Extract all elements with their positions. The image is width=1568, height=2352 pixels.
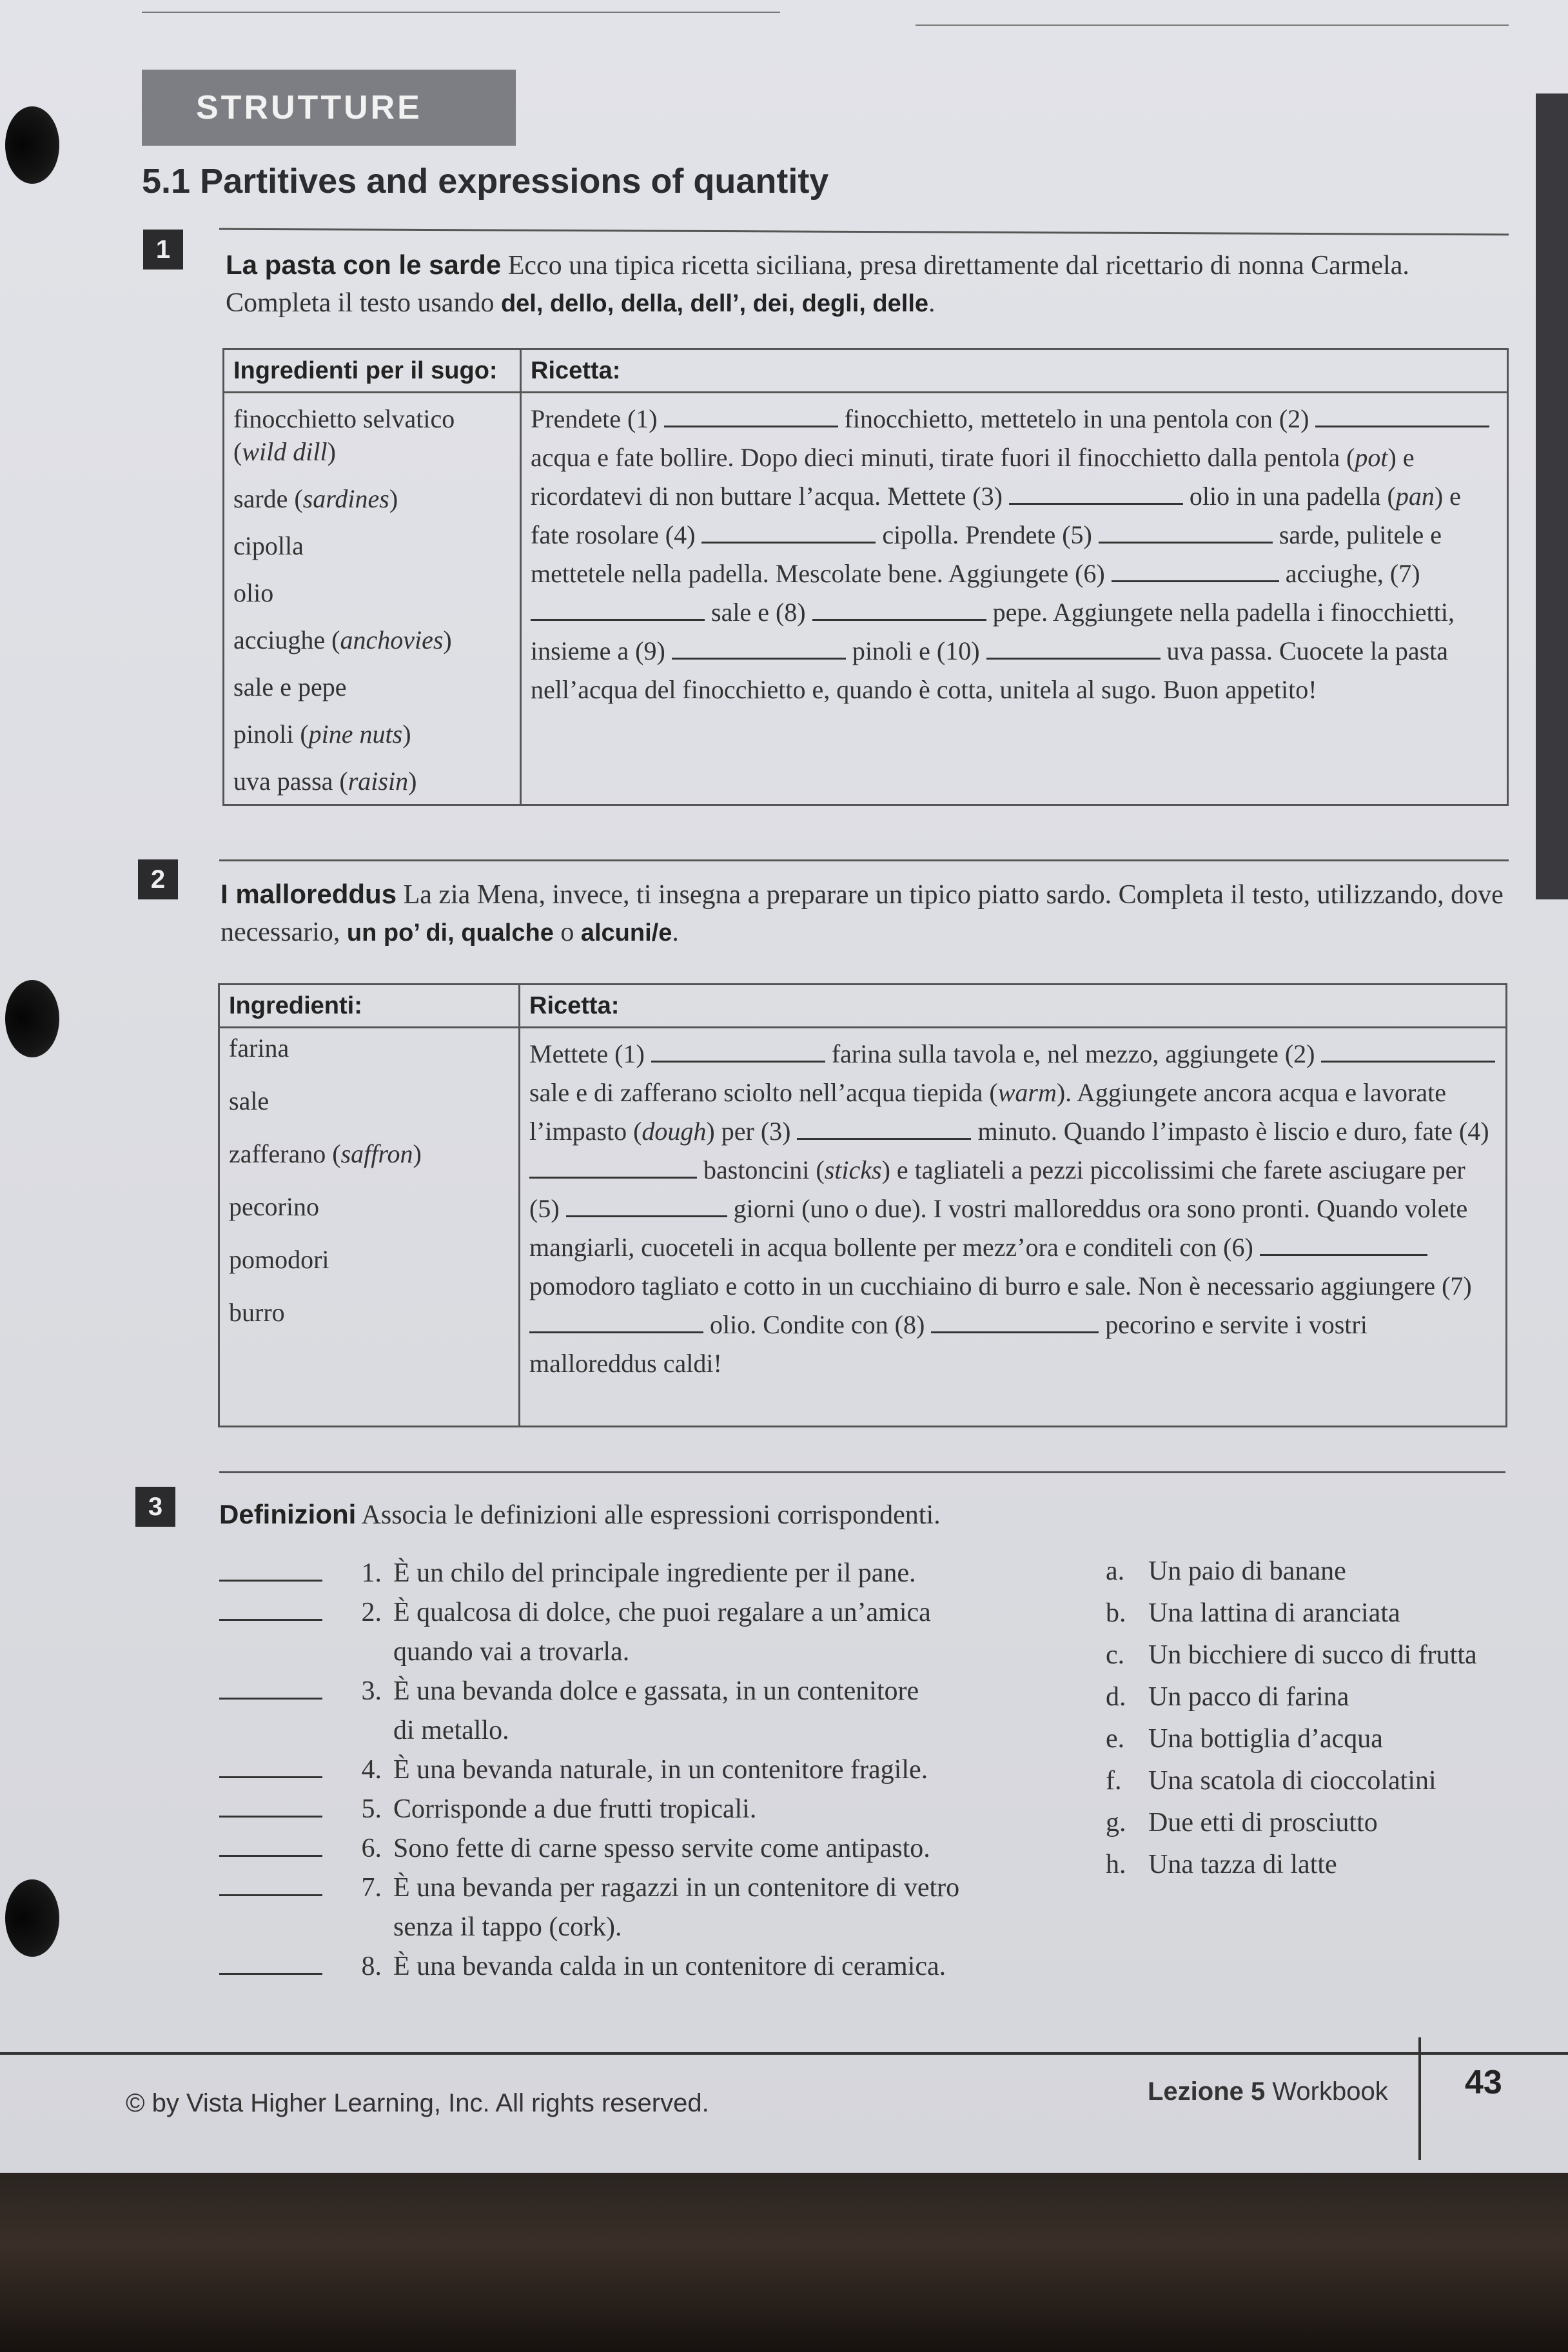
option-item: c. Un bicchiere di succo di frutta <box>1106 1640 1477 1670</box>
instruction-text: Associa le definizioni alle espressioni corrispondenti. <box>361 1500 941 1530</box>
option-item: g. Due etti di prosciutto <box>1106 1808 1378 1838</box>
word-bank: del, dello, della, dell’, dei, degli, delle <box>500 290 929 317</box>
ingredient-item: uva passa (raisin) <box>233 767 417 796</box>
exercise-1-instruction: La pasta con le sarde Ecco una tipica ricetta siciliana, presa direttamente dal ricettario di nonna Carmela. Completa il testo usando del, dello, della, dell’, dei, degli, delle. <box>226 250 1409 318</box>
date-line <box>916 24 1509 26</box>
instruction-text: La zia Mena, invece, ti insegna a preparare un tipico piatto sardo. Completa il testo, utilizzando, dove necessario, <box>220 880 1504 947</box>
blank-8[interactable] <box>931 1309 1099 1333</box>
binder-hole <box>5 106 59 184</box>
ingredient-item: finocchietto selvatico (wild dill) <box>233 404 455 466</box>
blank-8[interactable] <box>812 597 986 621</box>
definition-item: 3. È una bevanda dolce e gassata, in un contenitore <box>219 1672 959 1711</box>
recipe-text: Prendete (1) finocchietto, mettetelo in una pentola con (2) acqua e fate bollire. Dopo dieci minuti, tirate fuori il finocchietto dalla pentola (pot) e ricordatevi di non buttare l’acqua. Mettete (3) olio in una padella (pan) e fate rosolare (4) cipolla. Prendete (5) sarde, pulitele e mettetele nella padella. Mescolate bene. Aggiungete (6) acciughe, (7) sale e (8) pepe. Aggiungete nella padella i finocchietti, insieme a (9) pinoli e (10) uva passa. Cuocete la pasta nell’acqua del finocchietto e, quando è cotta, unitela al sugo. Buon appetito! <box>521 393 1508 805</box>
ingredient-item: sale <box>229 1086 270 1115</box>
recipe-header: Ricetta: <box>520 985 1507 1028</box>
blank-7[interactable] <box>531 597 705 621</box>
definitions-list: 1. È un chilo del principale ingrediente per il pane. 2. È qualcosa di dolce, che puoi regalare a un’amica quando vai a trovarla. 3. È una bevanda dolce e gassata, in un contenitore di metallo. 4. È una bevanda naturale, in un contenitore fragile. 5. Corrisponde a due frutti tropicali. 6. Sono fette di carne spesso servite come antipasto. 7. È una bevanda per ragazzi in un contenitore di vetro senza il tappo (cork). 8. È una bevanda calda in un contenitore di ceramica. <box>219 1554 959 1986</box>
blank-9[interactable] <box>672 636 846 660</box>
ingredient-item: pinoli (pine nuts) <box>233 720 411 749</box>
recipe-text: Mettete (1) farina sulla tavola e, nel mezzo, aggiungete (2) sale e di zafferano sciolto nell’acqua tiepida (warm). Aggiungete ancora acqua e lavorate l’impasto (dough) per (3) minuto. Quando l’impasto è liscio e duro, fate (4) bastoncini (sticks) e tagliateli a pezzi piccolissimi che farete asciugare per (5) giorni (uno o due). I vostri malloreddus ora sono pronti. Quando volete mangiarli, cuoceteli in acqua bollente per mezz’ora e conditeli con (6) pomodoro tagliato e cotto in un cucchiaino di burro e sale. Non è necessario aggiungere (7) olio. Condite con (8) pecorino e servite i vostri malloreddus caldi! <box>520 1028 1507 1427</box>
page-edge-tab <box>1536 93 1568 899</box>
answer-blank[interactable] <box>219 1750 322 1778</box>
binder-hole <box>5 980 59 1057</box>
answer-blank[interactable] <box>219 1672 322 1700</box>
word-bank: un po’ di, qualche <box>346 919 554 946</box>
ingredients-list <box>219 1028 520 1427</box>
exercise-2-instruction: I malloreddus La zia Mena, invece, ti insegna a preparare un tipico piatto sardo. Completa il testo, utilizzando, dove necessario, un po’ di, qualche o alcuni/e. <box>220 879 1504 947</box>
section-rule <box>219 228 1509 236</box>
ingredient-item: sarde (sardines) <box>233 484 398 513</box>
option-item: a. Un paio di banane <box>1106 1556 1346 1586</box>
blank-10[interactable] <box>986 636 1161 660</box>
strutture-banner: STRUTTURE <box>142 70 516 146</box>
word-bank: alcuni/e <box>580 919 672 946</box>
blank-6[interactable] <box>1260 1232 1427 1256</box>
blank-4[interactable] <box>529 1155 697 1179</box>
blank-2[interactable] <box>1315 404 1489 427</box>
blank-3[interactable] <box>797 1116 971 1140</box>
ingredient-item: zafferano (saffron) <box>229 1139 422 1168</box>
blank-4[interactable] <box>701 520 876 544</box>
option-item: f. Una scatola di cioccolatini <box>1106 1766 1436 1796</box>
answer-blank[interactable] <box>219 1947 322 1975</box>
ingredient-item: acciughe (anchovies) <box>233 625 452 654</box>
background-surface <box>0 2173 1568 2352</box>
instruction-text: Ecco una tipica ricetta siciliana, presa direttamente dal ricettario di nonna Carmela. Completa il testo usando <box>226 251 1409 318</box>
recipe-header: Ricetta: <box>521 349 1508 393</box>
ingredient-item: pomodori <box>229 1245 329 1274</box>
exercise-rule <box>219 859 1509 861</box>
answer-blank[interactable] <box>219 1868 322 1896</box>
option-item: b. Una lattina di aranciata <box>1106 1598 1400 1628</box>
ingredient-item: sale e pepe <box>233 672 347 701</box>
ingredient-item: olio <box>233 578 274 607</box>
exercise-title: Definizioni <box>219 1499 357 1529</box>
ingredients-list <box>224 393 521 805</box>
ingredients-header: Ingredienti: <box>219 985 520 1028</box>
blank-2[interactable] <box>1321 1039 1495 1063</box>
lesson-label: Lezione 5 Workbook <box>1148 2077 1388 2106</box>
exercise-title: I malloreddus <box>220 879 397 909</box>
exercise-rule <box>219 1471 1505 1473</box>
answer-blank[interactable] <box>219 1593 322 1621</box>
blank-1[interactable] <box>664 404 838 427</box>
blank-5[interactable] <box>1099 520 1273 544</box>
definition-item: 1. È un chilo del principale ingrediente per il pane. <box>219 1554 959 1593</box>
blank-7[interactable] <box>529 1309 703 1333</box>
options-list <box>1106 1551 1477 1886</box>
section-title: 5.1 Partitives and expressions of quantity <box>142 162 829 201</box>
definition-item: 8. È una bevanda calda in un contenitore di ceramica. <box>219 1947 959 1986</box>
ingredient-item: cipolla <box>233 531 304 560</box>
footer-rule <box>0 2052 1568 2055</box>
definition-item: 2. È qualcosa di dolce, che puoi regalare a un’amica <box>219 1593 959 1632</box>
copyright-text: © by Vista Higher Learning, Inc. All rights reserved. <box>126 2089 709 2117</box>
answer-blank[interactable] <box>219 1790 322 1818</box>
ingredient-item: pecorino <box>229 1192 319 1221</box>
exercise-number: 3 <box>135 1487 175 1527</box>
binder-hole <box>5 1879 59 1957</box>
ingredients-header: Ingredienti per il sugo: <box>224 349 521 393</box>
option-item: h. Una tazza di latte <box>1106 1850 1337 1879</box>
ingredient-item: farina <box>229 1034 289 1063</box>
answer-blank[interactable] <box>219 1554 322 1582</box>
definition-item: 5. Corrisponde a due frutti tropicali. <box>219 1790 959 1829</box>
definition-item: 4. È una bevanda naturale, in un contenitore fragile. <box>219 1750 959 1790</box>
blank-1[interactable] <box>651 1039 825 1063</box>
option-item: e. Una bottiglia d’acqua <box>1106 1724 1383 1754</box>
definition-item: 6. Sono fette di carne spesso servite come antipasto. <box>219 1829 959 1868</box>
footer-divider <box>1418 2037 1421 2160</box>
recipe-table-2 <box>218 983 1507 1427</box>
name-line <box>142 12 780 13</box>
recipe-table-1 <box>222 348 1509 806</box>
ingredient-item: burro <box>229 1298 285 1327</box>
blank-5[interactable] <box>566 1193 727 1217</box>
definition-item: 7. È una bevanda per ragazzi in un contenitore di vetro <box>219 1868 959 1908</box>
answer-blank[interactable] <box>219 1829 322 1857</box>
exercise-number: 1 <box>143 230 183 270</box>
blank-6[interactable] <box>1112 558 1279 582</box>
exercise-number: 2 <box>138 859 178 899</box>
option-item: d. Un pacco di farina <box>1106 1682 1349 1712</box>
page-number: 43 <box>1465 2064 1502 2101</box>
exercise-3-instruction <box>219 1496 1502 1534</box>
exercise-title: La pasta con le sarde <box>226 250 502 280</box>
blank-3[interactable] <box>1009 481 1183 505</box>
